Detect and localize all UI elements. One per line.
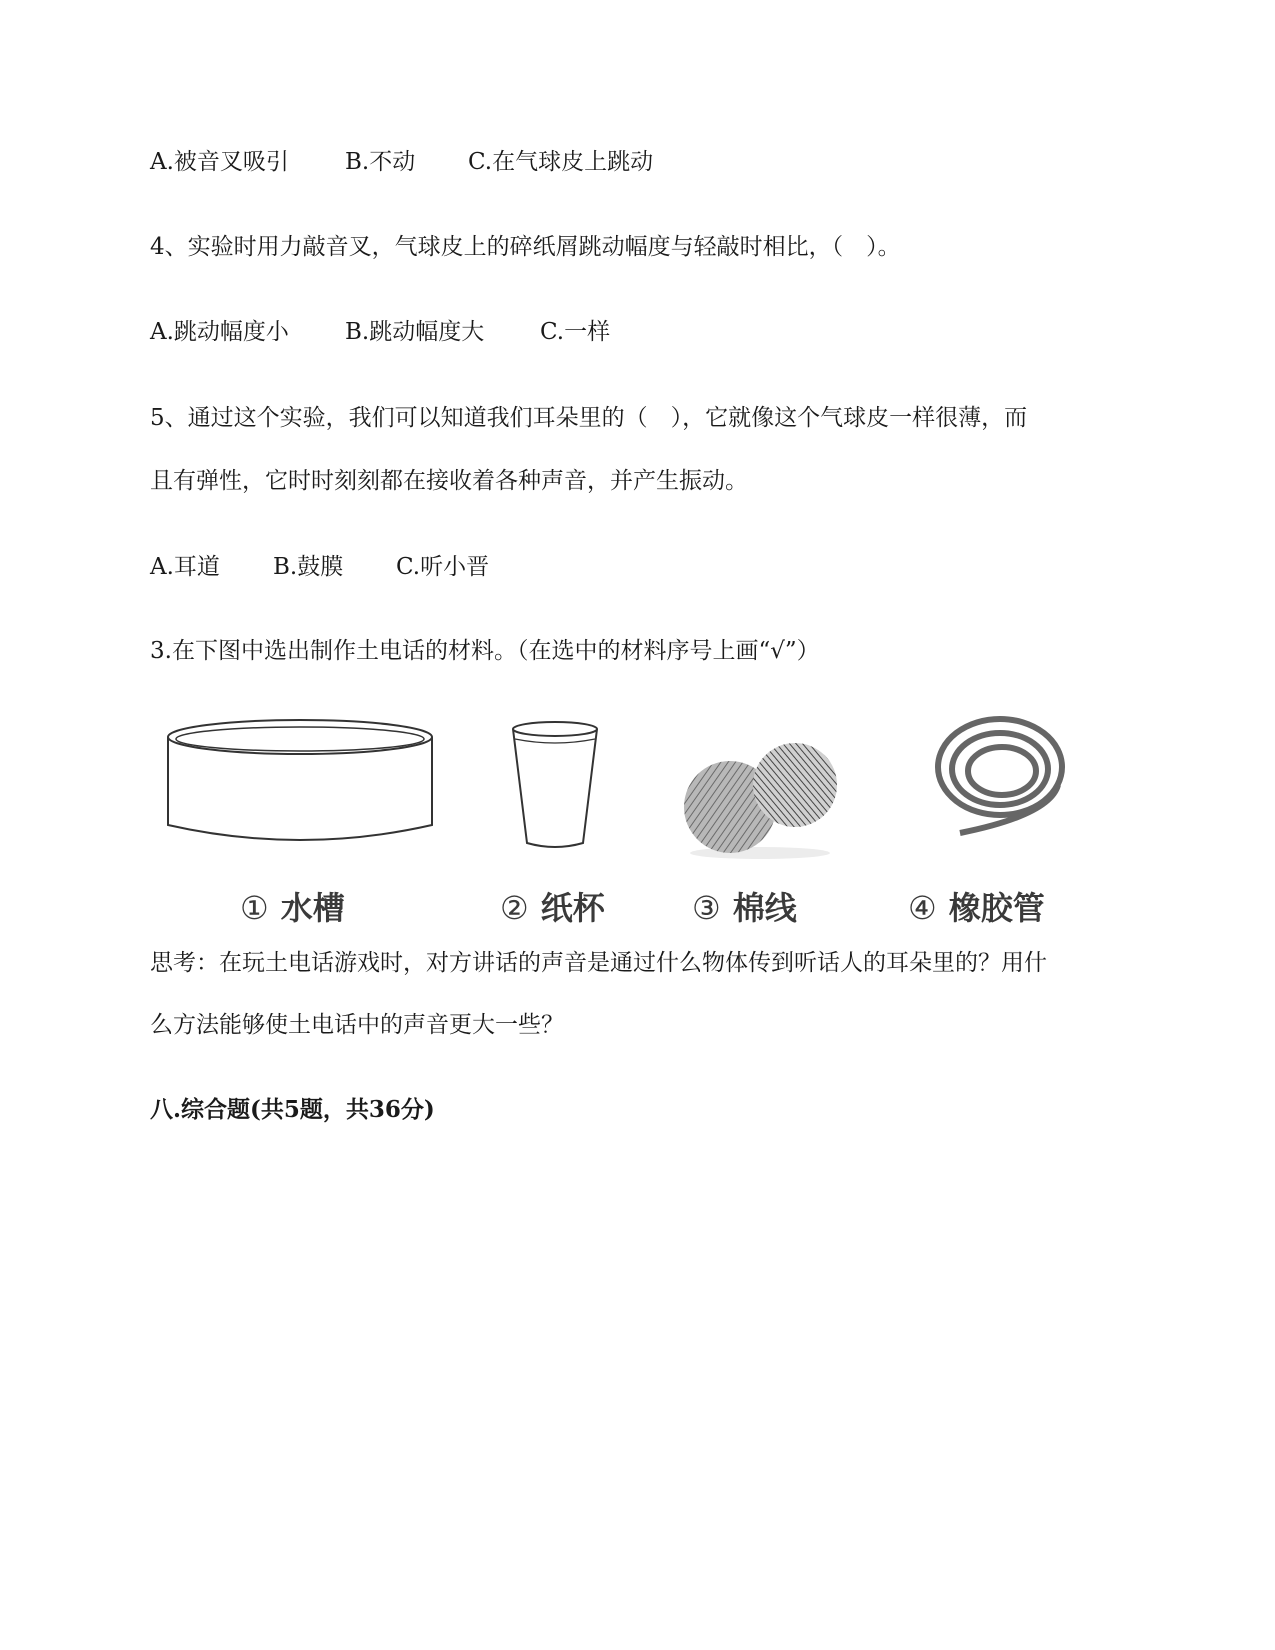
material-rubber-tube <box>930 715 1070 849</box>
question-5-line-2: 且有弹性，它时时刻刻都在接收着各种声音，并产生振动。 <box>150 468 748 494</box>
q5-options <box>150 552 489 582</box>
material-water-tank <box>160 715 440 869</box>
option-c: C.在气球皮上跳动 <box>468 149 654 175</box>
think-question-line-2: 么方法能够使土电话中的声音更大一些？ <box>150 1012 564 1038</box>
think-question-line-1: 思考：在玩土电话游戏时，对方讲话的声音是通过什么物体传到听话人的耳朵里的？用什 <box>150 950 1047 976</box>
cotton-thread-icon <box>680 715 840 865</box>
material-cotton-thread <box>680 715 840 869</box>
option-a: A.被音叉吸引 <box>150 149 289 175</box>
material-label-4: ④ 橡胶管 <box>908 889 1045 927</box>
water-tank-icon <box>160 715 440 865</box>
q4-options <box>150 317 610 347</box>
option-b: B.不动 <box>345 149 416 175</box>
question-5-line-1: 5、通过这个实验，我们可以知道我们耳朵里的（ ），它就像这个气球皮一样很薄，而 <box>150 405 1028 431</box>
materials-figure <box>160 715 1120 935</box>
task-3-prompt: 3.在下图中选出制作土电话的材料。（在选中的材料序号上画“√”） <box>150 638 820 664</box>
material-label-1: ① 水槽 <box>240 889 345 927</box>
option-a: A.耳道 <box>150 554 220 580</box>
option-c: C.一样 <box>540 319 611 345</box>
material-label-3: ③ 棉线 <box>692 889 797 927</box>
option-b: B.跳动幅度大 <box>345 319 485 345</box>
q3-options <box>150 147 653 177</box>
material-paper-cup <box>505 715 605 859</box>
section-8-heading: 八.综合题(共5题，共36分) <box>150 1096 435 1123</box>
paper-cup-icon <box>505 715 605 855</box>
option-a: A.跳动幅度小 <box>150 319 289 345</box>
material-label-2: ② 纸杯 <box>500 889 605 927</box>
option-c: C.听小晋 <box>396 554 490 580</box>
rubber-tube-icon <box>930 715 1070 845</box>
question-4: 4、实验时用力敲音叉，气球皮上的碎纸屑跳动幅度与轻敲时相比，（ ）。 <box>150 234 901 260</box>
option-b: B.鼓膜 <box>273 554 344 580</box>
